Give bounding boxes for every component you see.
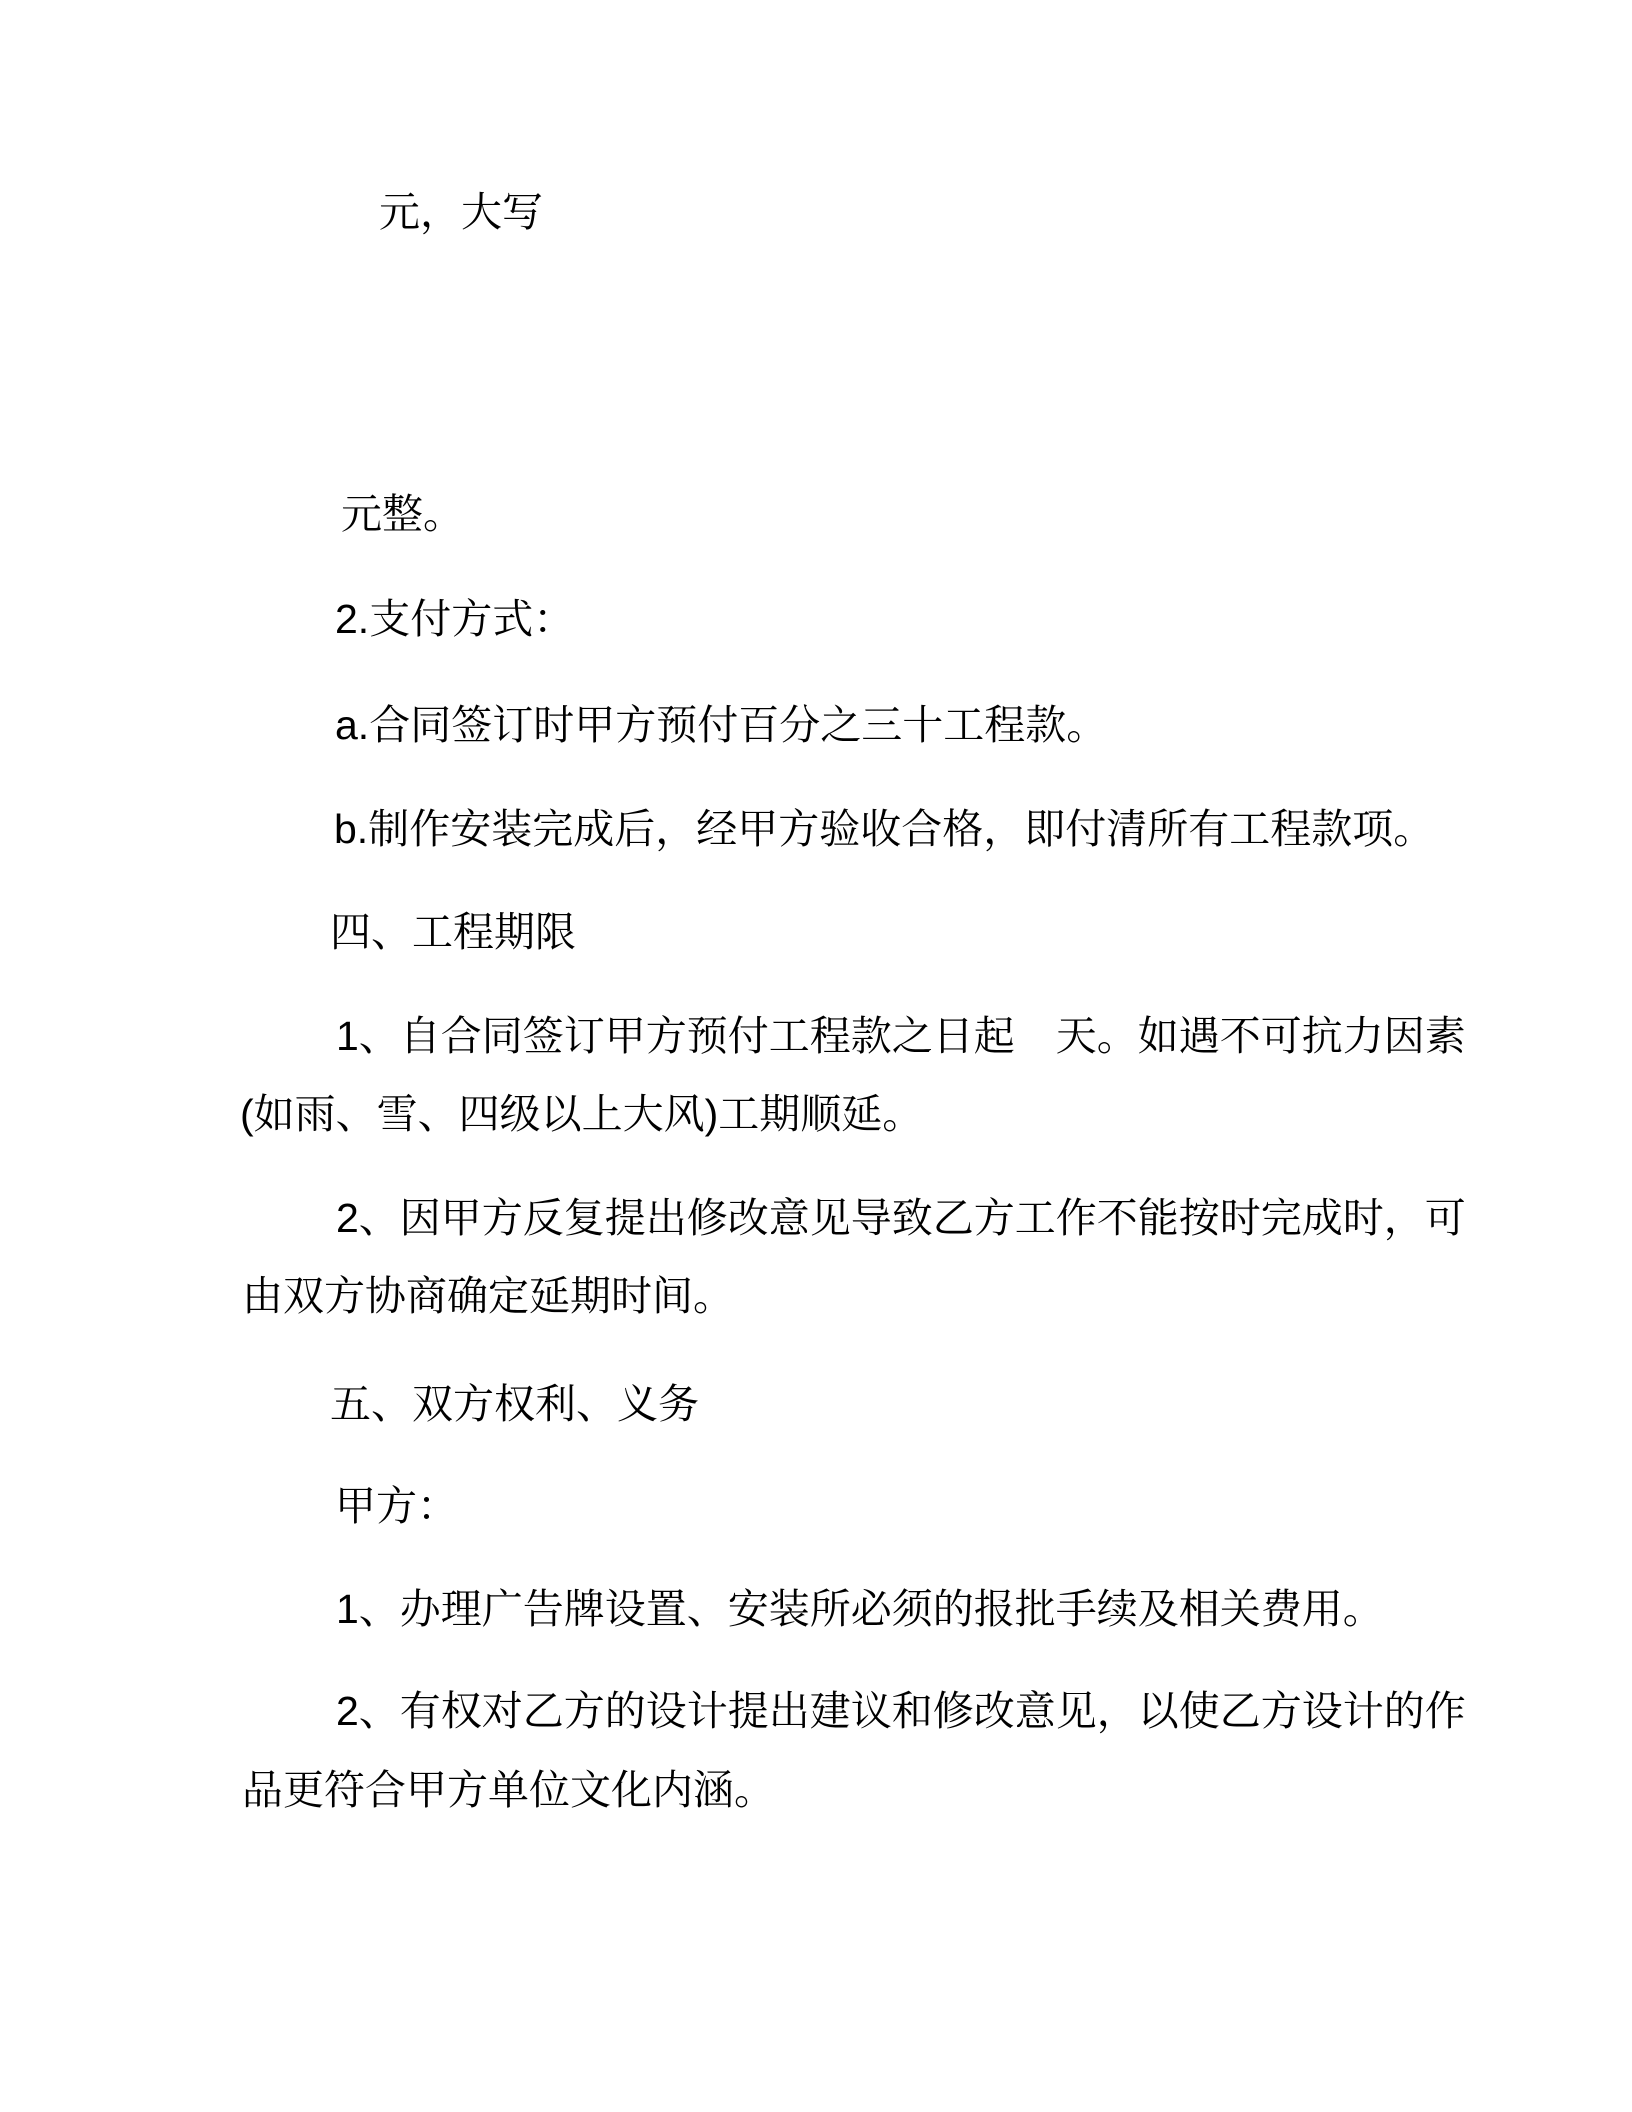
section-5-heading-rights-obligations: 五、双方权利、义务 (330, 1381, 699, 1427)
party-a-obligation-2-line-2: 品更符合甲方单位文化内涵。 (242, 1767, 775, 1813)
period-clause-2-line-2: 由双方协商确定延期时间。 (242, 1273, 734, 1319)
payment-item-a: a.合同签订时甲方预付百分之三十工程款。 (335, 702, 1108, 748)
payment-method-heading: 2.支付方式： (335, 596, 575, 642)
amount-capital-prefix-line: 元，大写 (379, 189, 543, 235)
party-a-obligation-1: 1、办理广告牌设置、安装所必须的报批手续及相关费用。 (336, 1586, 1384, 1632)
period-clause-1-line-2: (如雨、雪、四级以上大风)工期顺延。 (240, 1091, 924, 1137)
party-a-obligation-2-line-1: 2、有权对乙方的设计提出建议和修改意见，以使乙方设计的作 (336, 1688, 1466, 1734)
amount-integer-line: 元整。 (341, 491, 464, 537)
period-clause-2-line-1: 2、因甲方反复提出修改意见导致乙方工作不能按时完成时，可 (336, 1195, 1466, 1241)
period-clause-1-line-1: 1、自合同签订甲方预付工程款之日起 天。如遇不可抗力因素 (336, 1013, 1466, 1059)
payment-item-b: b.制作安装完成后，经甲方验收合格，即付清所有工程款项。 (334, 806, 1435, 852)
section-4-heading-project-period: 四、工程期限 (330, 909, 576, 955)
party-a-label: 甲方： (335, 1483, 458, 1529)
